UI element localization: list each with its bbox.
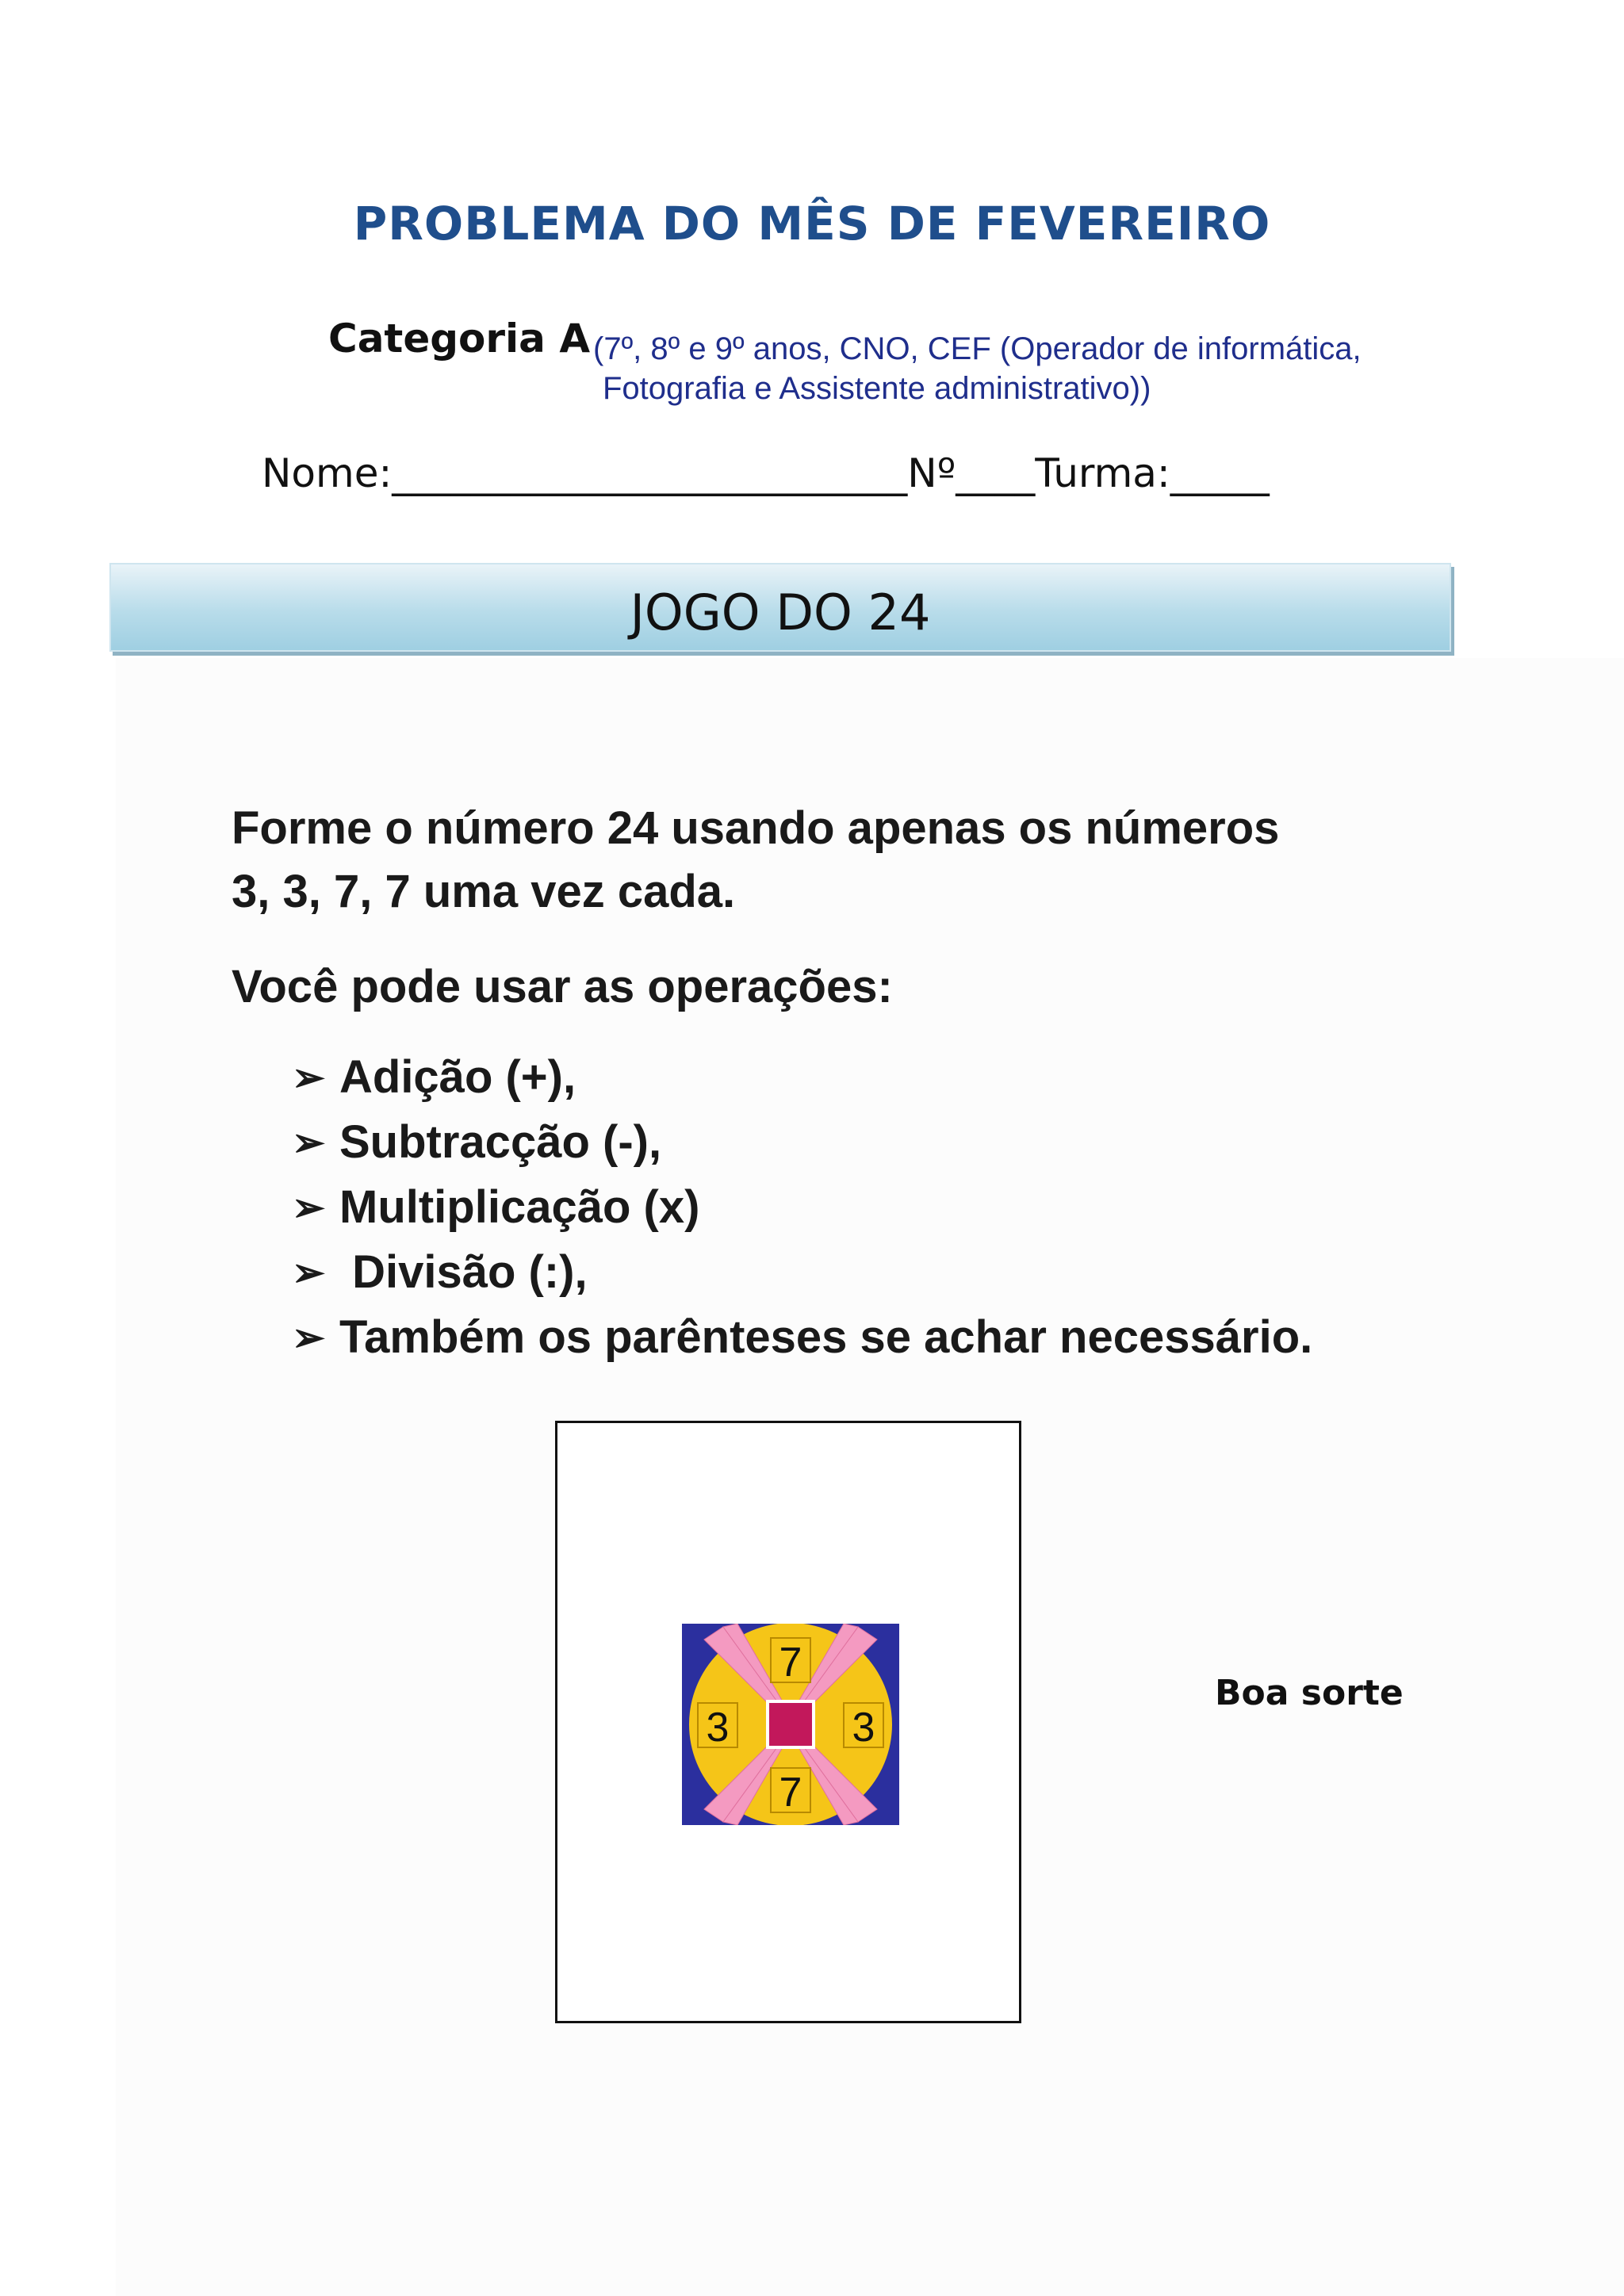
arrow-bullet-icon: ➢ xyxy=(292,1120,325,1165)
category-description-line2: Fotografia e Assistente administrativo)) xyxy=(603,371,1151,406)
banner-title: JOGO DO 24 xyxy=(630,584,931,641)
student-info-line: Nome:__________________________Nº____Turma:_____ xyxy=(262,450,1270,496)
closing-text: Boa sorte xyxy=(1215,1673,1404,1713)
arrow-bullet-icon: ➢ xyxy=(292,1250,325,1295)
arrow-bullet-icon: ➢ xyxy=(292,1055,325,1100)
arrow-bullet-icon: ➢ xyxy=(292,1315,325,1360)
number-bottom: 7 xyxy=(779,1770,802,1816)
section-banner xyxy=(109,563,1451,652)
operations-list xyxy=(292,1045,1312,1370)
list-item: ➢ Divisão (:), xyxy=(292,1240,1312,1305)
problem-line-1: Forme o número 24 usando apenas os números xyxy=(232,802,1280,854)
list-item: ➢ Multiplicação (x) xyxy=(292,1175,1312,1240)
number-left: 3 xyxy=(706,1705,730,1751)
card-center xyxy=(768,1701,814,1747)
list-item: ➢ Também os parênteses se achar necessário. xyxy=(292,1305,1312,1370)
number-right: 3 xyxy=(852,1705,875,1751)
operations-intro: Você pode usar as operações: xyxy=(232,961,893,1012)
list-item: ➢ Adição (+), xyxy=(292,1045,1312,1110)
list-item: ➢ Subtracção (-), xyxy=(292,1110,1312,1175)
game-24-card xyxy=(682,1624,899,1825)
page-title: PROBLEMA DO MÊS DE FEVEREIRO xyxy=(353,197,1271,251)
category-description-line1: (7º, 8º e 9º anos, CNO, CEF (Operador de informática, xyxy=(593,331,1362,366)
category-label: Categoria A xyxy=(328,316,591,362)
problem-line-2: 3, 3, 7, 7 uma vez cada. xyxy=(232,866,736,917)
number-top: 7 xyxy=(779,1640,802,1686)
arrow-bullet-icon: ➢ xyxy=(292,1185,325,1230)
